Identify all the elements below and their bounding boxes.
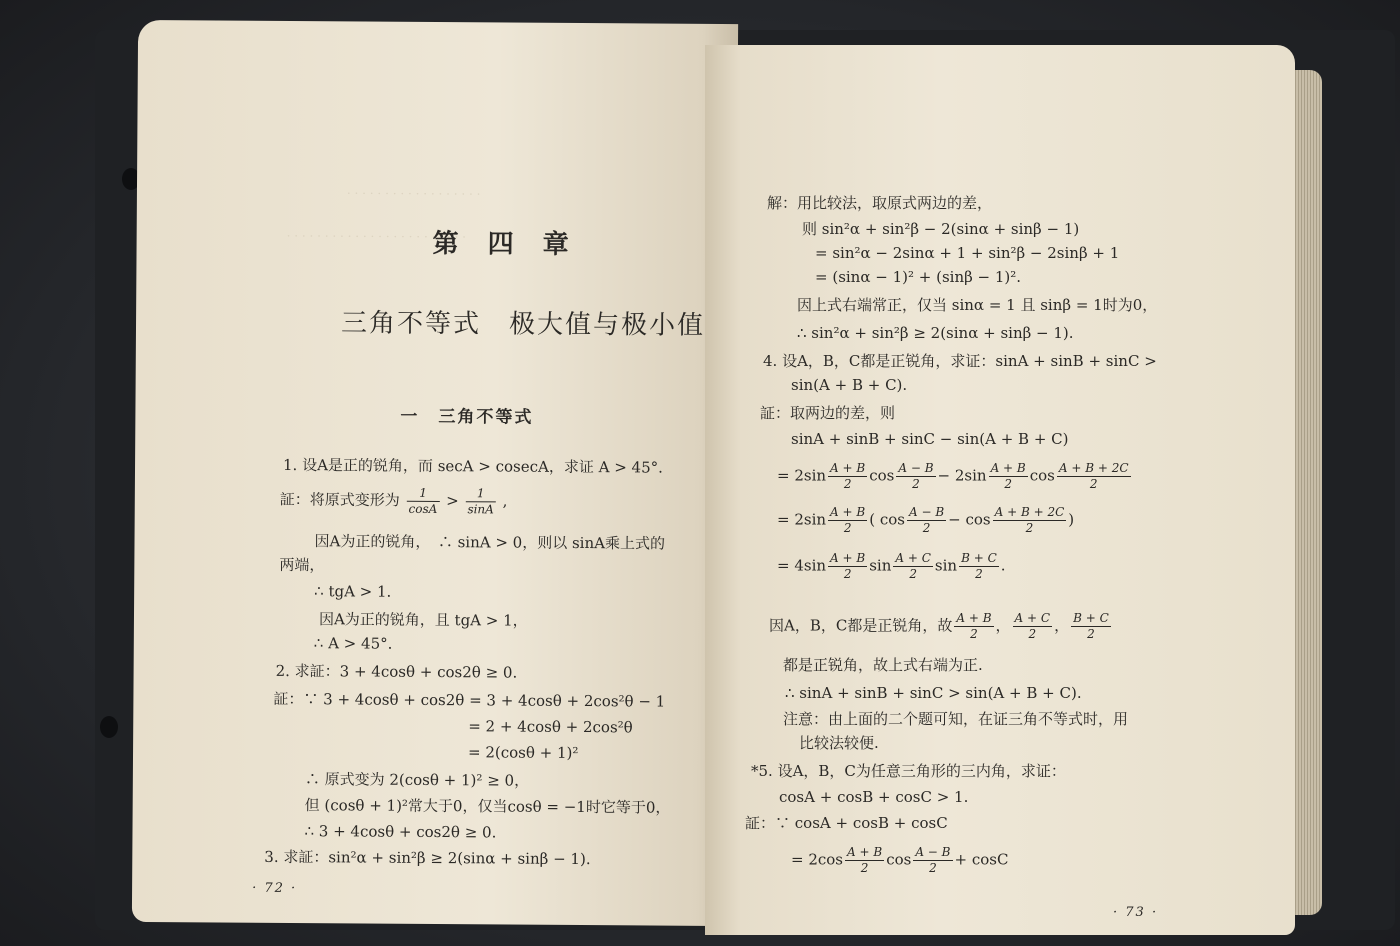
fraction: $\frac{1}{\cos A}$ [406, 486, 439, 517]
problem-4-cont: sin(A + B + C). [791, 376, 908, 394]
right-page [705, 45, 1295, 935]
fraction: $\frac{A + B + 2C}{2}$ [994, 505, 1065, 535]
proof-1-start [280, 485, 508, 518]
fraction: $\frac{A - B}{2}$ [915, 845, 951, 875]
problem-4: 4. 设A，B，C都是正锐角，求证：sinA + sinB + sinC > [763, 352, 1157, 370]
proof-line: 証：∵ 3 + 4cosθ + cos2θ = 3 + 4cosθ + 2cos²θ − 1 [273, 689, 666, 711]
problem-5: *5. 设A，B，C为任意三角形的三内角，求证： [751, 762, 1066, 780]
fraction: $\frac{A + B}{2}$ [847, 845, 883, 875]
equation-line: = 4sin $\frac{A + B}{2}$ sin $\frac{A + C}{2}$ sin $\frac{B + C}{2}$ . [777, 551, 1006, 581]
punctuation: , [502, 491, 508, 511]
problem-5-cont: cosA + cosB + cosC > 1. [779, 788, 969, 806]
equation-line: = 2cos $\frac{A + B}{2}$ cos $\frac{A - B}{2}$ + cosC [791, 845, 1009, 875]
note-line: 比较法较便. [799, 734, 879, 752]
fraction: $\frac{A - B}{2}$ [898, 461, 934, 491]
proof-line: 两端， [279, 555, 325, 575]
book-title: 三角不等式 极大值与极小值 [340, 308, 706, 341]
page-number: · 72 · [252, 880, 298, 897]
binding-hole [100, 716, 118, 738]
fraction: $\frac{A + B}{2}$ [830, 551, 866, 581]
solution-line: ∴ sin²α + sin²β ≥ 2(sinα + sinβ − 1). [797, 324, 1074, 342]
proof-line: 但 (cosθ + 1)²常大于0，仅当cosθ = −1时它等于0， [304, 796, 671, 817]
proof-line: ∴ sinA + sinB + sinC > sin(A + B + C). [785, 684, 1082, 702]
fraction: $\frac{B + C}{2}$ [1073, 611, 1109, 641]
proof-line: 因A，B，C都是正锐角，故 $\frac{A + B}{2}$ ， $\frac{A + C}{2}$ ， $\frac{B + C}{2}$ [769, 611, 1109, 641]
chapter-title: 第 四 章 [432, 228, 579, 260]
proof-line: ∴ tgA > 1. [314, 582, 392, 601]
proof-line: = 2 + 4cosθ + 2cos²θ [468, 717, 633, 737]
solution-line: 则 sin²α + sin²β − 2(sinα + sinβ − 1) [802, 220, 1080, 238]
fraction: $\frac{B + C}{2}$ [961, 551, 997, 581]
fraction: $\frac{A + B + 2C}{2}$ [1058, 461, 1129, 491]
proof-line: 因A为正的锐角，且 tgA > 1， [318, 610, 528, 630]
fraction: $\frac{A + B}{2}$ [830, 505, 866, 535]
proof-5-start: 証：∵ cosA + cosB + cosC [745, 814, 948, 832]
fraction: $\frac{1}{\sin A}$ [465, 486, 496, 517]
solution-line: = sin²α − 2sinα + 1 + sin²β − 2sinβ + 1 [815, 244, 1120, 262]
solution-line: 因上式右端常正，仅当 sinα = 1 且 sinβ = 1时为0， [797, 296, 1158, 314]
solution-line: 解：用比较法，取原式两边的差， [767, 194, 993, 212]
proof-line: 都是正锐角，故上式右端为正. [783, 656, 983, 674]
page-number: · 73 · [1113, 905, 1159, 920]
equation-line: = 2sin $\frac{A + B}{2}$ ( cos $\frac{A - B}{2}$ − cos $\frac{A + B + 2C}{2}$ ) [777, 505, 1075, 535]
proof-line: = 2(cosθ + 1)² [467, 743, 579, 763]
proof-line: sinA + sinB + sinC − sin(A + B + C) [791, 430, 1069, 448]
fraction: $\frac{A + B}{2}$ [830, 461, 866, 491]
proof-line: ∴ 原式变为 2(cosθ + 1)² ≥ 0， [304, 770, 530, 790]
problem-2: 2. 求証：3 + 4cosθ + cos2θ ≥ 0. [275, 661, 518, 682]
bleed-through: · · · · · · · · · · · · · · · · · · · · · · · · [286, 228, 466, 245]
left-page [132, 20, 738, 926]
proof-1-text: 証：将原式变形为 [279, 490, 400, 510]
fraction: $\frac{A + C}{2}$ [895, 551, 931, 581]
proof-line: 因A为正的锐角， ∴ sinA > 0，则以 sinA乘上式的 [314, 532, 666, 553]
bleed-through: · · · · · · · · · · · · · · · · · · [346, 186, 481, 202]
proof-line: ∴ A > 45°. [313, 634, 393, 653]
fraction: $\frac{A + B}{2}$ [956, 611, 992, 641]
fraction: $\frac{A + C}{2}$ [1014, 611, 1051, 641]
proof-4-start: 証：取两边的差，则 [760, 404, 896, 422]
problem-1: 1. 设A是正的锐角，而 secA > cosecA，求证 A > 45°. [282, 455, 664, 477]
section-heading: 一 三角不等式 [400, 406, 534, 428]
equation-line: = 2sin $\frac{A + B}{2}$ cos $\frac{A - B}{2}$ − 2sin $\frac{A + B}{2}$ cos $\frac{A + B + 2C}{2}$ [777, 461, 1129, 491]
fraction: $\frac{A - B}{2}$ [908, 505, 945, 535]
fraction: $\frac{A + B}{2}$ [990, 461, 1026, 491]
note-line: 注意：由上面的二个题可知，在证三角不等式时，用 [783, 710, 1129, 728]
greater-sign: > [446, 491, 459, 510]
proof-line: ∴ 3 + 4cosθ + cos2θ ≥ 0. [304, 822, 497, 842]
solution-line: = (sinα − 1)² + (sinβ − 1)². [815, 268, 1022, 286]
problem-3: 3. 求証：sin²α + sin²β ≥ 2(sinα + sinβ − 1). [264, 847, 591, 869]
